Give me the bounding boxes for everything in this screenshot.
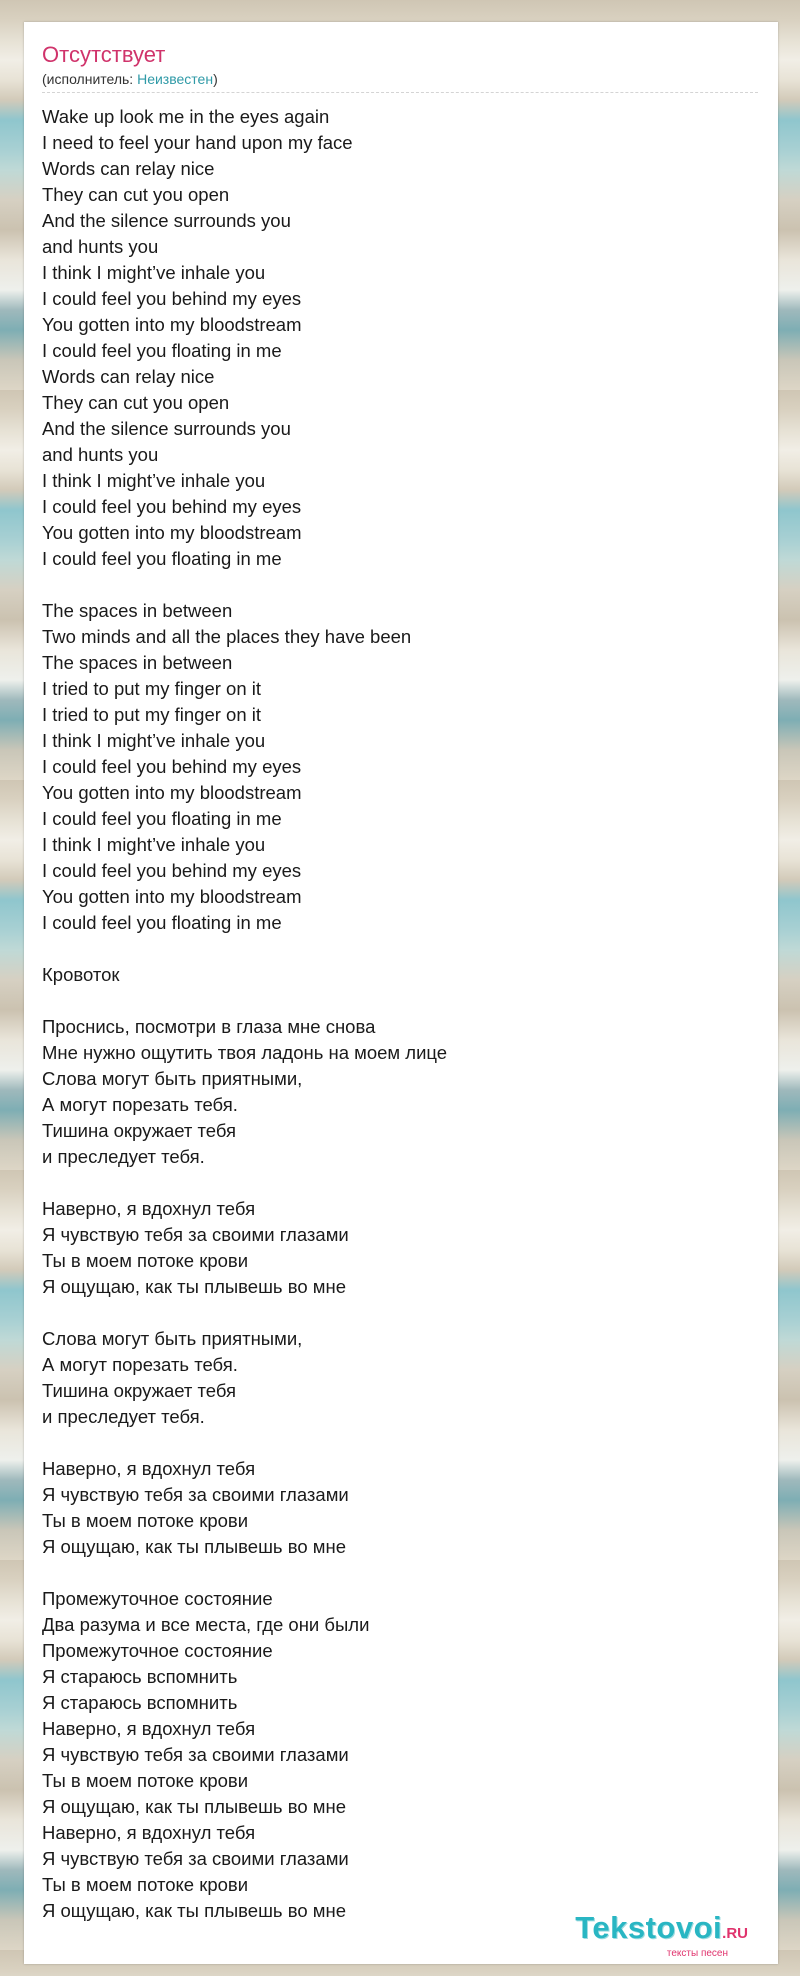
- lyrics-line: Ты в моем потоке крови: [42, 1250, 249, 1271]
- lyrics-line: Слова могут быть приятными,: [42, 1328, 303, 1349]
- lyrics-line: Тишина окружает тебя: [42, 1380, 237, 1401]
- lyrics-blank-line: [42, 1430, 758, 1456]
- lyrics-line: I could feel you behind my eyes: [42, 756, 302, 777]
- lyrics-line: Я стараюсь вспомнить: [42, 1692, 238, 1713]
- lyrics-line: Wake up look me in the eyes again: [42, 106, 330, 127]
- lyrics-line: Я чувствую тебя за своими глазами: [42, 1484, 349, 1505]
- lyrics-line: Words can relay nice: [42, 158, 215, 179]
- lyrics-line: и преследует тебя.: [42, 1146, 205, 1167]
- lyrics-line: I think I might’ve inhale you: [42, 262, 266, 283]
- lyrics-line: I could feel you floating in me: [42, 808, 282, 829]
- song-header: [42, 42, 758, 93]
- lyrics-line: Наверно, я вдохнул тебя: [42, 1198, 256, 1219]
- lyrics-line: Два разума и все места, где они были: [42, 1614, 370, 1635]
- lyrics-line: I could feel you behind my eyes: [42, 860, 302, 881]
- lyrics-blank-line: [42, 936, 758, 962]
- lyrics-line: Я ощущаю, как ты плывешь во мне: [42, 1900, 346, 1921]
- lyrics-line: Кровоток: [42, 964, 120, 985]
- lyrics-line: Ты в моем потоке крови: [42, 1770, 249, 1791]
- lyrics-line: I could feel you floating in me: [42, 340, 282, 361]
- lyrics-line: and hunts you: [42, 444, 159, 465]
- lyrics-line: Наверно, я вдохнул тебя: [42, 1822, 256, 1843]
- lyrics-line: Words can relay nice: [42, 366, 215, 387]
- artist-link[interactable]: Неизвестен: [137, 71, 214, 87]
- lyrics-line: А могут порезать тебя.: [42, 1354, 238, 1375]
- header-divider: [42, 92, 758, 93]
- lyrics-line: Промежуточное состояние: [42, 1588, 273, 1609]
- song-title: Отсутствует: [42, 42, 166, 67]
- lyrics-line: Two minds and all the places they have been: [42, 626, 412, 647]
- lyrics-line: Мне нужно ощутить твоя ладонь на моем лице: [42, 1042, 448, 1063]
- lyrics-line: You gotten into my bloodstream: [42, 886, 302, 907]
- lyrics-line: You gotten into my bloodstream: [42, 314, 302, 335]
- lyrics-line: I need to feel your hand upon my face: [42, 132, 353, 153]
- lyrics-line: I think I might’ve inhale you: [42, 834, 266, 855]
- lyrics-line: Ты в моем потоке крови: [42, 1510, 249, 1531]
- lyrics-line: I think I might’ve inhale you: [42, 470, 266, 491]
- lyrics-line: Проснись, посмотри в глаза мне снова: [42, 1016, 376, 1037]
- lyrics-line: And the silence surrounds you: [42, 210, 291, 231]
- lyrics-line: Я чувствую тебя за своими глазами: [42, 1744, 349, 1765]
- artist-prefix: (исполнитель:: [42, 71, 138, 87]
- lyrics-line: I tried to put my finger on it: [42, 678, 262, 699]
- lyrics-line: I could feel you floating in me: [42, 912, 282, 933]
- lyrics-line: Я ощущаю, как ты плывешь во мне: [42, 1796, 346, 1817]
- artist-line: [42, 70, 758, 88]
- lyrics-line: I could feel you behind my eyes: [42, 496, 302, 517]
- lyrics-line: Я чувствую тебя за своими глазами: [42, 1848, 349, 1869]
- lyrics-line: и преследует тебя.: [42, 1406, 205, 1427]
- lyrics-line: Я чувствую тебя за своими глазами: [42, 1224, 349, 1245]
- lyrics-blank-line: [42, 572, 758, 598]
- lyrics-blank-line: [42, 1170, 758, 1196]
- lyrics-line: Наверно, я вдохнул тебя: [42, 1458, 256, 1479]
- logo-name: Tekstovoi: [575, 1910, 723, 1945]
- lyrics-line: Промежуточное состояние: [42, 1640, 273, 1661]
- lyrics-line: They can cut you open: [42, 184, 230, 205]
- lyrics-line: They can cut you open: [42, 392, 230, 413]
- logo-subtitle: тексты песен: [666, 1948, 728, 1959]
- lyrics-line: I think I might’ve inhale you: [42, 730, 266, 751]
- lyrics-line: The spaces in between: [42, 652, 233, 673]
- lyrics-line: I could feel you floating in me: [42, 548, 282, 569]
- lyrics-blank-line: [42, 1300, 758, 1326]
- lyrics-line: The spaces in between: [42, 600, 233, 621]
- lyrics-line: Наверно, я вдохнул тебя: [42, 1718, 256, 1739]
- lyrics-line: I tried to put my finger on it: [42, 704, 262, 725]
- lyrics-line: Я стараюсь вспомнить: [42, 1666, 238, 1687]
- lyrics-line: Я ощущаю, как ты плывешь во мне: [42, 1536, 346, 1557]
- lyrics-line: Слова могут быть приятными,: [42, 1068, 303, 1089]
- lyrics-card: [24, 22, 778, 1964]
- lyrics-blank-line: [42, 1560, 758, 1586]
- lyrics-text: [42, 104, 758, 1924]
- lyrics-line: Ты в моем потоке крови: [42, 1874, 249, 1895]
- lyrics-line: Я ощущаю, как ты плывешь во мне: [42, 1276, 346, 1297]
- lyrics-line: Тишина окружает тебя: [42, 1120, 237, 1141]
- lyrics-line: I could feel you behind my eyes: [42, 288, 302, 309]
- lyrics-line: and hunts you: [42, 236, 159, 257]
- lyrics-line: А могут порезать тебя.: [42, 1094, 238, 1115]
- lyrics-line: You gotten into my bloodstream: [42, 522, 302, 543]
- lyrics-line: And the silence surrounds you: [42, 418, 291, 439]
- logo-wordmark: [575, 1912, 748, 1950]
- artist-suffix: ): [213, 71, 218, 87]
- lyrics-line: You gotten into my bloodstream: [42, 782, 302, 803]
- logo-tld: .RU: [722, 1925, 748, 1942]
- lyrics-blank-line: [42, 988, 758, 1014]
- site-logo[interactable]: [575, 1912, 748, 1960]
